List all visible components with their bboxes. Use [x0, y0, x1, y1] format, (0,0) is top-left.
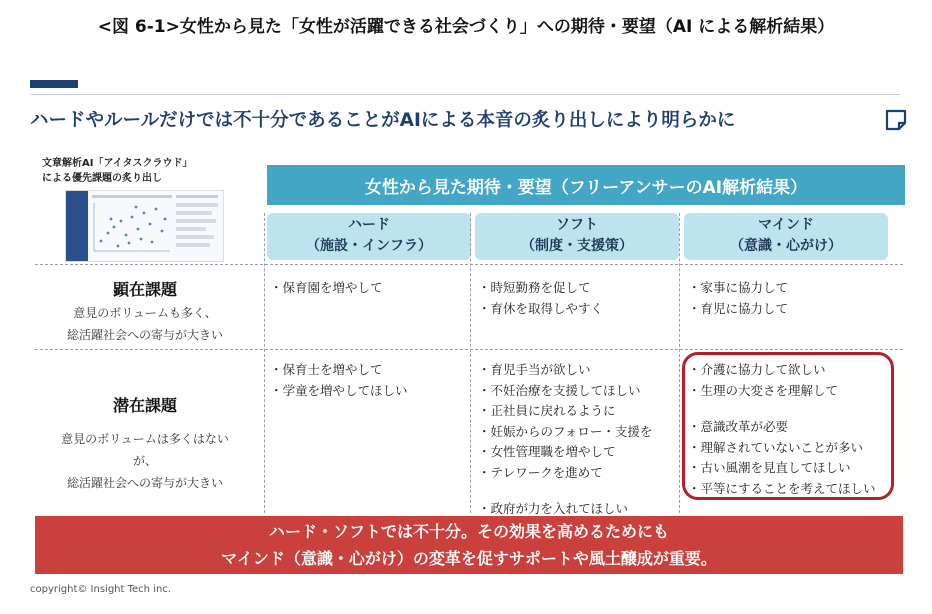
row-desc-latent — [35, 428, 255, 494]
list-item: ・時短勤務を促して — [478, 280, 591, 295]
list-item: ・学童を増やしてほしい — [270, 382, 408, 398]
row-desc-line: が、 — [132, 454, 157, 468]
figure-caption: <図 6-1>女性から見た「女性が活躍できる社会づくり」への期待・要望（AI による解析結果） — [97, 17, 835, 37]
cell-manifest-soft — [478, 278, 678, 319]
conclusion-line: ハード・ソフトでは不十分。その効果を高めるためにも — [268, 522, 669, 541]
column-header-mind-title: マインド — [758, 217, 814, 233]
list-item: ・政府が力を入れてほしい — [478, 501, 629, 516]
column-header-mind — [684, 213, 888, 260]
column-header-soft — [475, 213, 679, 260]
column-header-soft-title: ソフト — [556, 217, 598, 233]
section-banner: 女性から見た期待・要望（フリーアンサーのAI解析結果） — [267, 165, 905, 205]
list-item: ・不妊治療を支援してほしい — [478, 382, 641, 398]
column-header-hard-title: ハード — [348, 217, 390, 233]
thumbnail-caption-line2: による優先課題の炙り出し — [42, 173, 162, 184]
highlight-outline — [682, 352, 894, 500]
row-divider — [35, 264, 903, 265]
row-desc-line: 総活躍社会への寄与が大きい — [66, 476, 223, 490]
column-divider — [470, 213, 471, 513]
sticky-note-icon — [884, 108, 908, 132]
header-rule — [30, 94, 900, 95]
column-header-soft-subtitle: （制度・支援策） — [521, 238, 633, 254]
list-item: ・妊娠からのフォロー・支援を — [478, 423, 653, 439]
column-divider — [679, 213, 680, 513]
thumbnail-caption-line1: 文章解析AI「アイタスクラウド」 — [42, 158, 193, 169]
thumbnail-caption — [42, 156, 193, 186]
analysis-screenshot-thumbnail — [65, 190, 224, 262]
column-header-hard-subtitle: （施設・インフラ） — [306, 238, 432, 254]
list-item: ・保育園を増やして — [270, 280, 383, 295]
column-divider — [264, 213, 265, 513]
cell-latent-hard — [270, 360, 470, 401]
list-item: ・意識改革が必要 — [688, 419, 789, 434]
row-desc-line: 意見のボリュームは多くはない — [61, 432, 229, 446]
list-item: ・家事に協力して — [688, 280, 789, 295]
cell-latent-soft — [478, 360, 678, 520]
list-item: ・生理の大変さを理解して — [688, 382, 839, 398]
conclusion-banner — [35, 516, 903, 574]
conclusion-line: マインド（意識・心がけ）の変革を促すサポートや風土醸成が重要。 — [221, 549, 717, 568]
cell-manifest-mind — [688, 278, 888, 319]
row-desc-line: 意見のボリュームも多く、 — [73, 306, 217, 320]
thumbnail-image — [66, 191, 223, 261]
row-title-manifest: 顕在課題 — [112, 280, 177, 299]
list-item: ・平等にすることを考えてほしい — [688, 480, 876, 496]
row-desc-manifest — [35, 302, 255, 346]
list-item: ・育児手当が欲しい — [478, 362, 591, 377]
row-desc-line: 総活躍社会への寄与が大きい — [66, 328, 223, 342]
copyright-notice: copyright© Insight Tech inc. — [30, 584, 171, 595]
cell-manifest-hard — [270, 278, 470, 299]
list-item: ・女性管理職を増やして — [478, 444, 616, 459]
list-item: ・テレワークを進めて — [478, 464, 603, 480]
list-item: ・育休を取得しやすく — [478, 300, 604, 316]
list-item: ・理解されていないことが多い — [688, 439, 864, 455]
header-accent-bar — [30, 80, 78, 88]
slide-title: ハードやルールだけでは不十分であることがAIによる本音の炙り出しにより明らかに — [30, 110, 736, 131]
list-item: ・正社員に戻れるように — [478, 403, 616, 418]
column-header-hard — [267, 213, 471, 260]
list-item: ・保育士を増やして — [270, 362, 383, 377]
list-item: ・育児に協力して — [688, 300, 789, 316]
column-header-mind-subtitle: （意識・心がけ） — [730, 238, 842, 254]
list-item: ・介護に協力して欲しい — [688, 362, 826, 377]
row-divider — [35, 349, 903, 350]
list-item: ・古い風潮を見直してほしい — [688, 460, 851, 475]
row-title-latent: 潜在課題 — [112, 396, 177, 415]
